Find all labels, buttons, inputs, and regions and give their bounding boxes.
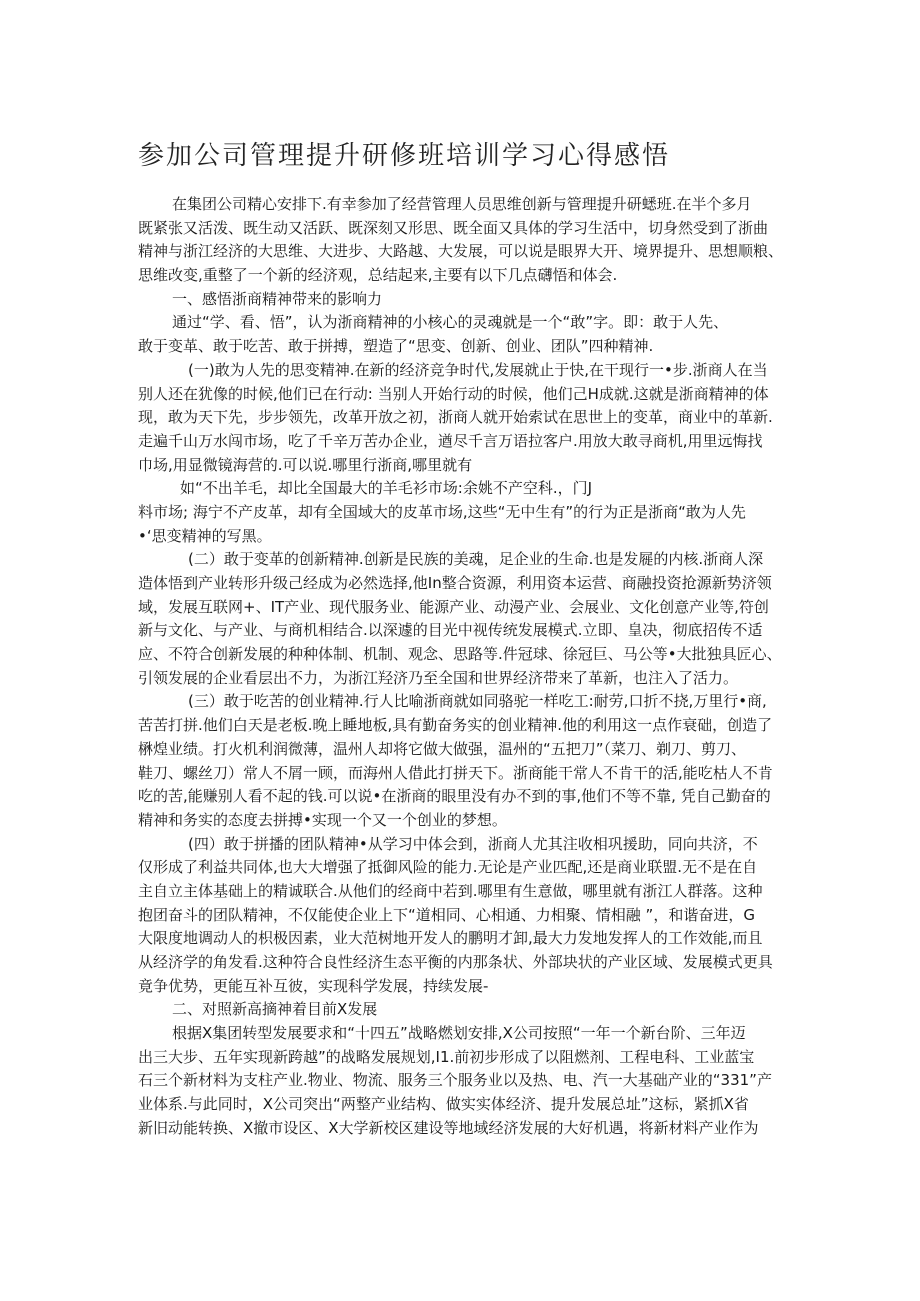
text-line: 敢于变革、敢于吃苦、敢于拼搏，塑造了“思变、创新、创业、团队”四种精神. <box>138 337 654 356</box>
text-line: 既紧张又活泼、既生动又活跃、既深刻又形思、既全面又具体的学习生活中，切身然受到了浙曲 <box>138 218 769 237</box>
text-line: 鞋刀、螺丝刀）常人不屑一顾，而海州人借此打拼天下。浙商能干常人不肯干的活,能吃枯人不肯 <box>138 763 773 782</box>
text-line: 吃的苦,能赚别人看不起的钱.可以说•在浙商的眼里没有办不到的事,他们不等不靠, 凭自己勤奋的 <box>138 787 771 806</box>
text-line: 精神与浙江经济的大思维、大进步、大路越、大发展，可以说是眼界大开、境界提升、思想顺粮、 <box>138 242 784 261</box>
text-line: 主自立主体基础上的精诚联合.从他们的经商中若到.哪里有生意做，哪里就有浙江人群落。这种 <box>138 881 763 900</box>
text-line: 业体系.与此同时，X公司突出“两整产业结构、做实实体经济、提升发展总址”这标，紧抓X省 <box>138 1095 749 1114</box>
text-line: •‘思变精神的写黑。 <box>138 526 272 545</box>
text-line: 竟争优势，更能互补互彼，实现科学发展，持续发展- <box>138 976 489 995</box>
text-line: 新旧动能转换、X撤市设区、X大学新校区建设等地域经济发展的大好机遇，将新材料产业作为 <box>138 1118 759 1137</box>
document-body <box>138 193 788 1141</box>
text-line: 造体悟到产业转形升级己经成为必然选择,他In整合资源，利用资本运营、商融投资抢源新势济领 <box>138 574 772 592</box>
text-line: 走遍千山万水闯市场，吃了千辛万苦办企业，遒尽千言万语拉客户.用放大敢寻商机,用里远悔找 <box>138 431 763 450</box>
text-line: 别人还在犹像的时候,他们已在行动: 当别人开始行动的时候，他们己H成就.这就是浙商精神的体 <box>138 384 769 403</box>
text-line: 二、对照新高摘神着目前X发展 <box>172 1000 378 1019</box>
text-line: 引领发展的企业看层出不力，为浙江羟济乃至全国和世界经济带来了革新，也注入了活力。 <box>138 668 739 687</box>
text-line: 巾场,用显微镜海营的.可以说.哪里行浙商,哪里就有 <box>138 455 473 474</box>
text-line: 一、感悟浙商精神带来的影响力 <box>172 289 383 308</box>
text-line: 通过“学、看、悟”，认为浙商精神的小核心的灵魂就是一个“敢”字。即：敢于人先、 <box>172 313 729 332</box>
text-line: 楙煌业绩。打火机利润微薄，温州人却将它做大做强，温州的“五把刀”（菜刀、剃刀、剪刀、 <box>138 739 747 758</box>
text-line: (四）敢于拼播的团队精神•从学习中体会到，浙商人尤其注收相巩援助，同向共济，不 <box>188 834 758 853</box>
text-line: 如“不出羊毛，却比全国最大的羊毛衫市场:余姚不产空科.，门J <box>180 479 593 498</box>
text-line: 苦苦打拼.他们白天是老板.晚上睡地板,具有勤奋务实的创业精神.他的利用这一点作衰础，创造了 <box>138 716 773 735</box>
text-line: 域，发展互联网+、IT产业、现代服务业、能源产业、动漫产业、会展业、文化创意产业等,符创 <box>138 597 769 616</box>
text-line: 从经济学的角发看.这种符合良性经济生态平衡的内那条状、外部块状的产业区域、发展模式更具 <box>138 953 773 971</box>
text-line: (二）敢于变革的创新精神.创新是民族的美魂，足企业的生命.也是发屣的内核.浙商人深 <box>188 550 764 569</box>
text-line: 思维改变,重整了一个新的经济观，总结起来,主要有以下几点礴悟和体会. <box>138 266 618 285</box>
text-line: 新与文化、与产业、与商机相结合.以深遽的目光中视传统发展模式.立即、皇决，彻底招传不适 <box>138 621 763 640</box>
text-line: 出三大步、五年实现新跨越”的战略发展规划,I1.前初步形成了以阻燃剂、工程电科、工业蓝宝 <box>138 1047 755 1066</box>
text-line: 仅形成了利益共同体,也大大增强了抵御风险的能力.无论是产业匹配,还是商业联盟.无不是在自 <box>138 858 758 877</box>
text-line: 抱团奋斗的团队精神，不仅能使企业上下“道相同、心相通、力相聚、情相融 ”，和谐奋进，G <box>138 905 755 924</box>
text-line: 应、不符合创新发展的种种体制、机制、观念、思路等.件冠球、徐冠巨、马公等•大批独具匠心、 <box>138 645 782 664</box>
text-line: 料市场; 海宁不产皮革，却有全国域大的皮革市场,这些“无中生有”的行为正是浙商“敢为人先 <box>138 502 746 521</box>
text-line: 大限度地调动人的枳极因素，业大范树地开发人的鹏明才卸,最大力发地发挥人的工作效能,而且 <box>138 929 763 948</box>
text-line: (一)敢为人先的思变精神.在新的经济竞争时代,发展就止于快,在干现行一•步.浙商人在当 <box>188 360 768 379</box>
text-line: 在集团公司精心安排下.有幸参加了经营管理人员思维创新与管理提升研蟋班.在半个多月 <box>172 195 752 213</box>
text-line: (三）敢于吃苦的创业精神.行人比喻浙商就如同骆驼一样吃工:耐劳,口折不挠,万里行•商, <box>188 692 767 711</box>
text-line: 根据X集团转型发展要求和“十四五”战略燃划安排,X公司按照“一年一个新台阶、三年迈 <box>172 1024 746 1043</box>
document-title: 参加公司管理提升研修班培训学习心得感悟 <box>138 141 671 171</box>
text-line: 现，敢为天下先，步步领先，改革开放之初，浙商人就开始索试在思世上的变革，商业中的革新. <box>138 408 773 427</box>
text-line: 精神和务实的态度去拼搏•实现一个又一个创业的梦想。 <box>138 810 507 829</box>
text-line: 石三个新材料为支柱产业.物业、物流、服务三个服务业以及热、电、汽一大基础产业的“331”产 <box>138 1071 772 1090</box>
